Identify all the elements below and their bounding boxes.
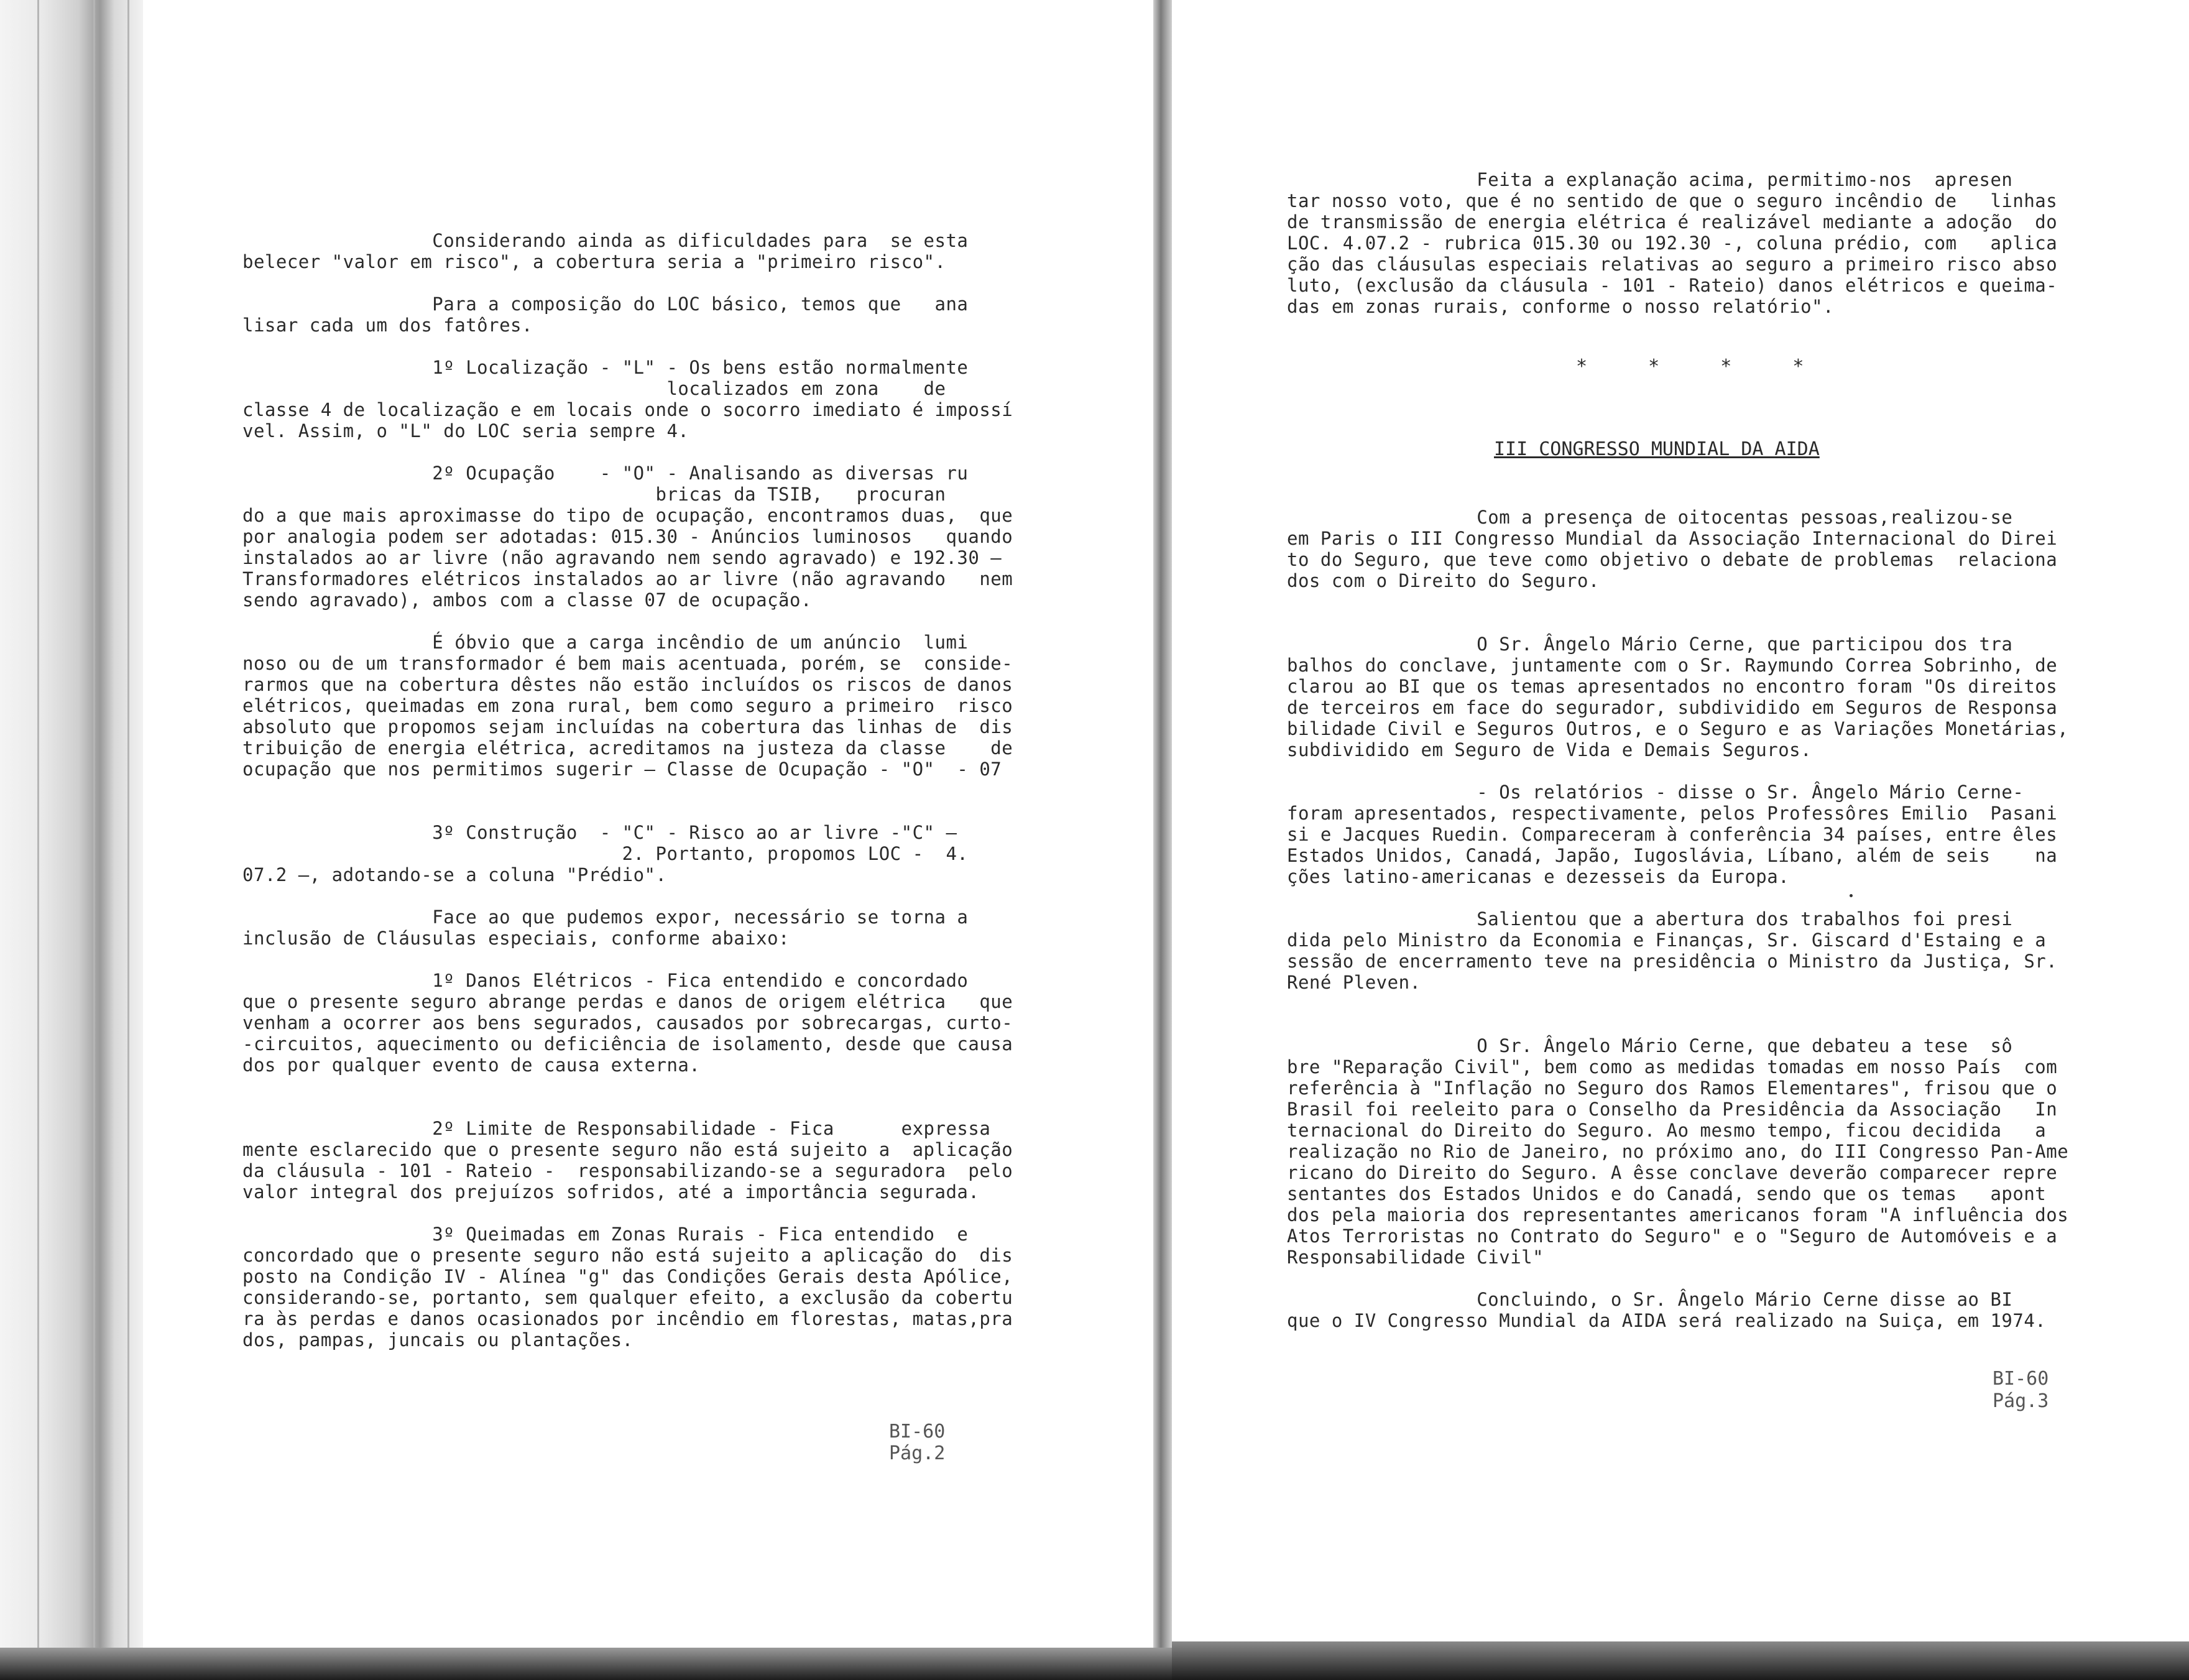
text-line: dos com o Direito do Seguro. [1287, 570, 1600, 591]
right-page-intro [1287, 169, 2057, 317]
text-line: sendo agravado), ambos com a classe 07 de ocupação. [242, 589, 812, 611]
text-line: 07.2 —, adotando-se a coluna "Prédio". [242, 864, 667, 885]
binding-edge-line [127, 0, 129, 1680]
text-line [1287, 760, 2068, 782]
text-line: considerando-se, portanto, sem qualquer efeito, a exclusão da cobertu [242, 1287, 1013, 1308]
text-line: 1º Danos Elétricos - Fica entendido e concordado [242, 970, 969, 991]
right-footer-code: BI-60 [1993, 1368, 2049, 1390]
text-line: ricano do Direito do Seguro. A êsse conclave deverão comparecer repre [1287, 1162, 2058, 1183]
text-line: sentantes dos Estados Unidos e do Canadá, sendo que os temas apont [1287, 1183, 2047, 1204]
text-line: O Sr. Ângelo Mário Cerne, que debateu a tese sô [1287, 1035, 2013, 1056]
text-line: 2º Ocupação - "O" - Analisando as diversas ru [242, 463, 969, 484]
text-line: bricas da TSIB, procuran [242, 484, 946, 505]
text-line: lisar cada um dos fatôres. [242, 315, 533, 336]
text-line: Estados Unidos, Canadá, Japão, Iugoslávia, Líbano, além de seis na [1287, 845, 2058, 866]
text-line: Salientou que a abertura dos trabalhos foi presi [1287, 908, 2013, 930]
text-line [242, 1076, 1013, 1097]
text-line: O Sr. Ângelo Mário Cerne, que participou dos tra [1287, 634, 2013, 655]
right-page [1172, 0, 2189, 1641]
text-line [1287, 1014, 2068, 1035]
text-line: Responsabilidade Civil" [1287, 1247, 1544, 1268]
text-line: 2. Portanto, propomos LOC - 4. [242, 843, 969, 864]
text-line: de transmissão de energia elétrica é realizável mediante a adoção do [1287, 211, 2058, 233]
section-separator: * * * * [1576, 356, 1829, 377]
text-line: ra às perdas e danos ocasionados por incêndio em florestas, matas,pra [242, 1308, 1013, 1329]
text-line [1287, 1268, 2068, 1289]
ink-dot [1850, 894, 1853, 897]
text-line: si e Jacques Ruedin. Compareceram à conferência 34 países, entre êles [1287, 824, 2058, 845]
text-line: LOC. 4.07.2 - rubrica 015.30 ou 192.30 -, coluna prédio, com aplica [1287, 233, 2058, 254]
text-line: vel. Assim, o "L" do LOC seria sempre 4. [242, 420, 689, 441]
text-line: classe 4 de localização e em locais onde o socorro imediato é impossí [242, 399, 1013, 420]
text-line: Feita a explanação acima, permitimo-nos apresen [1287, 169, 2013, 190]
text-line [242, 780, 1013, 801]
text-line: ocupação que nos permitimos sugerir — Classe de Ocupação - "O" - 07 [242, 759, 1002, 780]
text-line: posto na Condição IV - Alínea "g" das Condições Gerais desta Apólice, [242, 1266, 1013, 1287]
text-line [1287, 591, 2068, 612]
text-line: localizados em zona de [242, 378, 946, 399]
text-line: - Os relatórios - disse o Sr. Ângelo Mário Cerne- [1287, 782, 2024, 803]
text-line: Face ao que pudemos expor, necessário se torna a [242, 907, 969, 928]
text-line: Considerando ainda as dificuldades para se esta [242, 230, 969, 251]
text-line: balhos do conclave, juntamente com o Sr. Raymundo Correa Sobrinho, de [1287, 655, 2058, 676]
text-line: dos pela maioria dos representantes americanos foram "A influência dos [1287, 1204, 2069, 1225]
text-line [242, 801, 1013, 822]
text-line: absoluto que propomos sejam incluídas na cobertura das linhas de dis [242, 716, 1013, 737]
text-line: Transformadores elétricos instalados ao ar livre (não agravando nem [242, 568, 1013, 589]
text-line: elétricos, queimadas em zona rural, bem como seguro a primeiro risco [242, 695, 1013, 716]
text-line [242, 949, 1013, 970]
text-line: que o presente seguro abrange perdas e danos de origem elétrica que [242, 991, 1013, 1012]
text-line: dos por qualquer evento de causa externa. [242, 1055, 701, 1076]
book-binding [0, 0, 143, 1680]
text-line: É óbvio que a carga incêndio de um anúncio lumi [242, 632, 969, 653]
text-line: Brasil foi reeleito para o Conselho da Presidência da Associação In [1287, 1099, 2058, 1120]
text-line: sessão de encerramento teve na presidência o Ministro da Justiça, Sr. [1287, 951, 2058, 972]
binding-edge-line [37, 0, 39, 1680]
text-line: 2º Limite de Responsabilidade - Fica expressa [242, 1118, 991, 1139]
text-line [242, 272, 1013, 293]
section-title: III CONGRESSO MUNDIAL DA AIDA [1494, 438, 1820, 460]
right-footer-page: Pág.3 [1993, 1390, 2049, 1412]
text-line: noso ou de um transformador é bem mais acentuada, porém, se conside- [242, 653, 1013, 674]
text-line: por analogia podem ser adotadas: 015.30 - Anúncios luminosos quando [242, 526, 1013, 547]
text-line: 3º Construção - "C" - Risco ao ar livre -"C" — [242, 822, 957, 843]
text-line: tribuição de energia elétrica, acreditamos na justeza da classe de [242, 737, 1013, 759]
text-line: ternacional do Direito do Seguro. Ao mesmo tempo, ficou decidida a [1287, 1120, 2047, 1141]
left-page-body [242, 230, 1013, 1350]
text-line: Atos Terroristas no Contrato do Seguro" e o "Seguro de Automóveis e a [1287, 1225, 2058, 1247]
left-footer-code: BI-60 [889, 1421, 946, 1442]
page-gutter [1153, 0, 1172, 1680]
page-bottom-shadow [1172, 1641, 2189, 1680]
text-line [242, 336, 1013, 357]
text-line: da cláusula - 101 - Rateio - responsabilizando-se a seguradora pelo [242, 1160, 1013, 1181]
text-line: Com a presença de oitocentas pessoas,realizou-se [1287, 507, 2013, 528]
text-line: de terceiros em face do segurador, subdividido em Seguros de Responsa [1287, 697, 2058, 718]
text-line: bilidade Civil e Seguros Outros, e o Seguro e as Variações Monetárias, [1287, 718, 2069, 739]
text-line: tar nosso voto, que é no sentido de que o seguro incêndio de linhas [1287, 190, 2058, 211]
text-line: inclusão de Cláusulas especiais, conforme abaixo: [242, 928, 790, 949]
text-line: das em zonas rurais, conforme o nosso relatório". [1287, 296, 1835, 317]
text-line: instalados ao ar livre (não agravando nem sendo agravado) e 192.30 — [242, 547, 1002, 568]
text-line: realização no Rio de Janeiro, no próximo ano, do III Congresso Pan-Ame [1287, 1141, 2069, 1162]
binding-edge-line [93, 0, 95, 1680]
text-line: que o IV Congresso Mundial da AIDA será realizado na Suiça, em 1974. [1287, 1310, 2047, 1331]
text-line: mente esclarecido que o presente seguro não está sujeito a aplicação [242, 1139, 1013, 1160]
left-footer-page: Pág.2 [889, 1442, 946, 1464]
text-line [242, 441, 1013, 463]
text-line: dida pelo Ministro da Economia e Finanças, Sr. Giscard d'Estaing e a [1287, 930, 2047, 951]
text-line: clarou ao BI que os temas apresentados no encontro foram "Os direitos [1287, 676, 2058, 697]
text-line: referência à "Inflação no Seguro dos Ramos Elementares", frisou que o [1287, 1078, 2058, 1099]
text-line: ções latino-americanas e dezesseis da Europa. [1287, 866, 1790, 887]
text-line: Para a composição do LOC básico, temos que ana [242, 293, 969, 315]
text-line: concordado que o presente seguro não está sujeito a aplicação do dis [242, 1245, 1013, 1266]
page-bottom-shadow [0, 1648, 1172, 1680]
text-line: bre "Reparação Civil", bem como as medidas tomadas em nosso País com [1287, 1056, 2058, 1078]
text-line: Concluindo, o Sr. Ângelo Mário Cerne disse ao BI [1287, 1289, 2013, 1310]
right-page-body [1287, 507, 2068, 1331]
text-line: René Pleven. [1287, 972, 1421, 993]
text-line: subdividido em Seguro de Vida e Demais Seguros. [1287, 739, 1812, 760]
text-line [242, 611, 1013, 632]
text-line: 1º Localização - "L" - Os bens estão normalmente [242, 357, 969, 378]
text-line: luto, (exclusão da cláusula - 101 - Rateio) danos elétricos e queima- [1287, 275, 2058, 296]
text-line [1287, 612, 2068, 634]
text-line: rarmos que na cobertura dêstes não estão incluídos os riscos de danos [242, 674, 1013, 695]
text-line [1287, 993, 2068, 1014]
text-line [1287, 887, 2068, 908]
text-line: -circuitos, aquecimento ou deficiência de isolamento, desde que causa [242, 1033, 1013, 1055]
text-line [242, 885, 1013, 907]
text-line: 3º Queimadas em Zonas Rurais - Fica entendido e [242, 1224, 969, 1245]
text-line [242, 1097, 1013, 1118]
text-line: em Paris o III Congresso Mundial da Associação Internacional do Direi [1287, 528, 2058, 549]
text-line [242, 1202, 1013, 1224]
text-line: do a que mais aproximasse do tipo de ocupação, encontramos duas, que [242, 505, 1013, 526]
text-line: belecer "valor em risco", a cobertura seria a "primeiro risco". [242, 251, 946, 272]
left-page [143, 0, 1153, 1648]
text-line: foram apresentados, respectivamente, pelos Professôres Emilio Pasani [1287, 803, 2058, 824]
text-line: dos, pampas, juncais ou plantações. [242, 1329, 634, 1350]
text-line: ção das cláusulas especiais relativas ao seguro a primeiro risco abso [1287, 254, 2058, 275]
text-line: to do Seguro, que teve como objetivo o debate de problemas relaciona [1287, 549, 2058, 570]
text-line: valor integral dos prejuízos sofridos, até a importância segurada. [242, 1181, 980, 1202]
text-line: venham a ocorrer aos bens segurados, causados por sobrecargas, curto- [242, 1012, 1013, 1033]
